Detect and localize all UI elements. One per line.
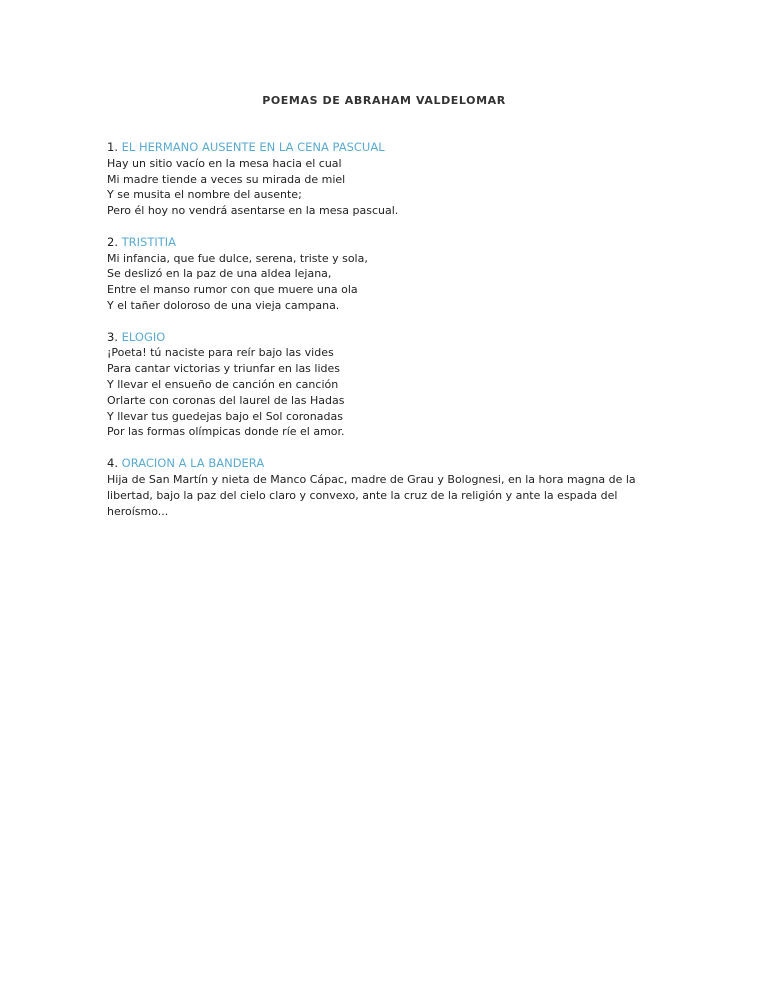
poem-line: Y se musita el nombre del ausente; <box>107 188 302 202</box>
document-title: POEMAS DE ABRAHAM VALDELOMAR <box>262 94 506 107</box>
poem-title-link[interactable]: TRISTITIA <box>121 234 177 249</box>
poem-4 <box>107 456 667 520</box>
poem-line: Mi infancia, que fue dulce, serena, triste y sola, <box>107 251 368 265</box>
poem-line: Pero él hoy no vendrá asentarse en la mesa pascual. <box>107 204 399 218</box>
poem-line: Hay un sitio vacío en la mesa hacia el cual <box>107 156 342 170</box>
poem-line: Y llevar el ensueño de canción en canción <box>107 377 339 391</box>
poem-2 <box>107 235 667 314</box>
poem-line: Para cantar victorias y triunfar en las lides <box>107 362 341 376</box>
poem-number: 4. <box>107 455 118 470</box>
poem-heading <box>107 330 667 346</box>
poem-heading <box>107 235 667 251</box>
poem-number: 2. <box>107 234 118 249</box>
poem-heading <box>107 456 667 472</box>
poem-number: 3. <box>107 329 118 344</box>
poem-number: 1. <box>107 140 118 154</box>
poem-1 <box>107 140 667 219</box>
poem-3 <box>107 330 667 441</box>
poem-prose: Hija de San Martín y nieta de Manco Cápac, madre de Grau y Bolognesi, en la hora magna de la libertad, bajo la paz del cielo claro y convexo, ante la cruz de la religión y ante la espada del heroísmo... <box>107 472 636 518</box>
poem-line: Y llevar tus guedejas bajo el Sol coronadas <box>107 409 343 423</box>
poem-line: Orlarte con coronas del laurel de las Hadas <box>107 393 345 407</box>
poem-title-link[interactable]: ELOGIO <box>121 329 166 344</box>
poem-line: Se deslizó en la paz de una aldea lejana, <box>107 267 332 281</box>
poem-line: Y el tañer doloroso de una vieja campana. <box>107 298 340 312</box>
poem-line: Entre el manso rumor con que muere una ola <box>107 283 358 297</box>
poem-title-link[interactable]: EL HERMANO AUSENTE EN LA CENA PASCUAL <box>121 140 385 154</box>
poem-heading <box>107 140 667 156</box>
poem-title-link[interactable]: ORACION A LA BANDERA <box>121 455 265 470</box>
poem-line: ¡Poeta! tú naciste para reír bajo las vides <box>107 346 334 360</box>
poem-line: Mi madre tiende a veces su mirada de miel <box>107 172 346 186</box>
poems-content <box>107 140 667 536</box>
poem-line: Por las formas olímpicas donde ríe el amor. <box>107 425 345 439</box>
